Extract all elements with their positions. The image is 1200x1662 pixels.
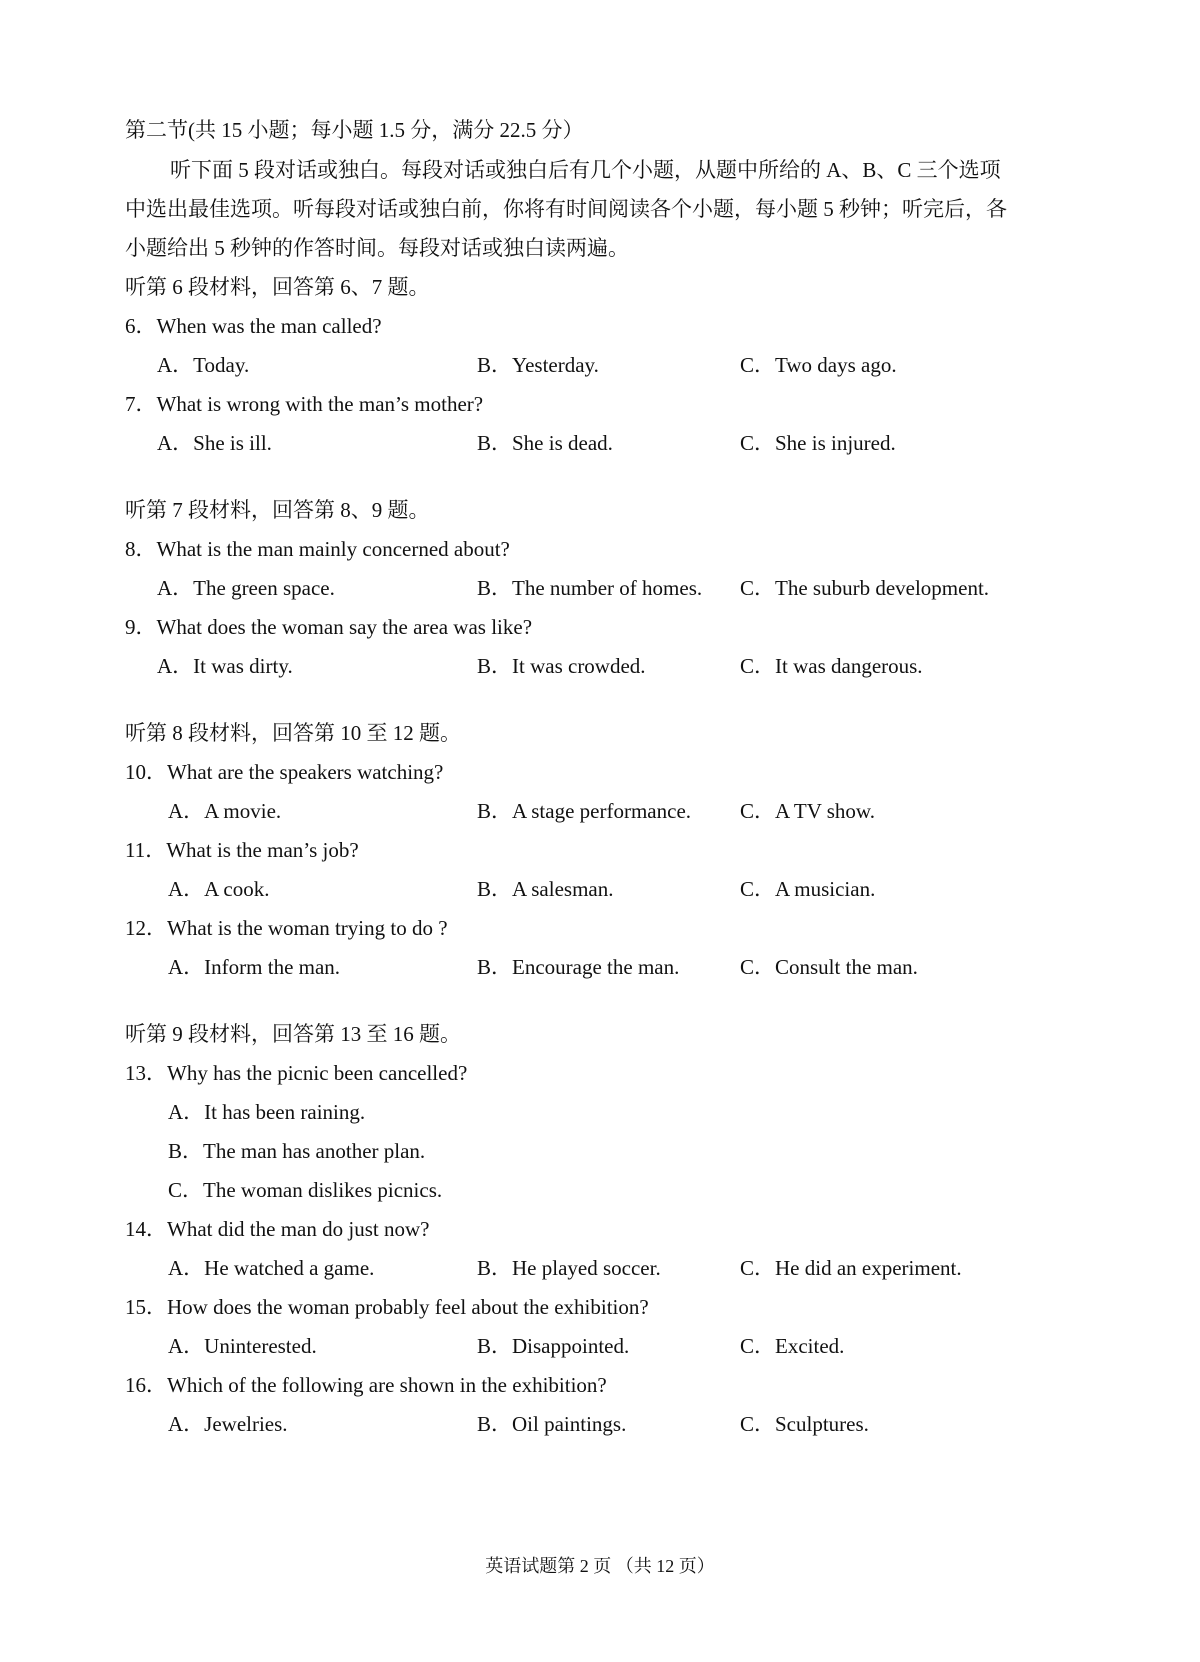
instructions-line-1: 听下面 5 段对话或独白。每段对话或独白后有几个小题，从题中所给的 A、B、C 三个选项 bbox=[170, 158, 1001, 182]
page-footer: 英语试题第 2 页 （共 12 页） bbox=[485, 1556, 715, 1576]
question-8 bbox=[125, 534, 510, 564]
question-7 bbox=[125, 389, 483, 419]
option-c: C．She is injured. bbox=[740, 431, 896, 455]
group-heading: 听第 9 段材料，回答第 13 至 16 题。 bbox=[125, 1022, 461, 1046]
option-c: C．A musician. bbox=[740, 877, 876, 901]
option-b: B．A salesman. bbox=[477, 877, 614, 901]
question-text: What is wrong with the man’s mother? bbox=[156, 392, 484, 416]
option-b: B．She is dead. bbox=[477, 431, 613, 455]
option-b: B．A stage performance. bbox=[477, 799, 692, 823]
question-6 bbox=[125, 311, 382, 341]
question-number: 11． bbox=[125, 838, 167, 862]
question-text: How does the woman probably feel about the exhibition? bbox=[167, 1295, 649, 1319]
option-c: C．Sculptures. bbox=[740, 1412, 869, 1436]
question-11 bbox=[125, 835, 359, 865]
section-title: 第二节(共 15 小题；每小题 1.5 分，满分 22.5 分） bbox=[125, 118, 584, 142]
option-c: C．The woman dislikes picnics. bbox=[168, 1178, 443, 1202]
question-16 bbox=[125, 1370, 607, 1400]
question-13 bbox=[125, 1058, 467, 1088]
question-number: 8． bbox=[125, 537, 157, 561]
question-number: 6． bbox=[125, 314, 157, 338]
instructions-line-3: 小题给出 5 秒钟的作答时间。每段对话或独白读两遍。 bbox=[125, 236, 629, 260]
option-a: A．It was dirty. bbox=[157, 654, 293, 678]
option-a: A．The green space. bbox=[157, 576, 335, 600]
option-a: A．Today. bbox=[157, 353, 250, 377]
question-number: 16． bbox=[125, 1373, 167, 1397]
question-text: What is the woman trying to do ? bbox=[167, 916, 448, 940]
option-a: A．A cook. bbox=[168, 877, 270, 901]
option-c: C．The suburb development. bbox=[740, 576, 990, 600]
question-text: What are the speakers watching? bbox=[167, 760, 444, 784]
option-c: C．Consult the man. bbox=[740, 955, 918, 979]
question-number: 12． bbox=[125, 916, 167, 940]
question-9 bbox=[125, 612, 532, 642]
question-15 bbox=[125, 1292, 649, 1322]
group-heading: 听第 7 段材料，回答第 8、9 题。 bbox=[125, 498, 430, 522]
question-12 bbox=[125, 913, 448, 943]
question-text: When was the man called? bbox=[156, 314, 382, 338]
question-text: Which of the following are shown in the exhibition? bbox=[167, 1373, 607, 1397]
question-10 bbox=[125, 757, 443, 787]
option-a: A．She is ill. bbox=[157, 431, 272, 455]
question-text: What does the woman say the area was like? bbox=[156, 615, 533, 639]
option-c: C．Two days ago. bbox=[740, 353, 897, 377]
option-a: A．A movie. bbox=[168, 799, 282, 823]
question-number: 10． bbox=[125, 760, 167, 784]
question-number: 9． bbox=[125, 615, 157, 639]
option-b: B．The number of homes. bbox=[477, 576, 703, 600]
option-b: B．It was crowded. bbox=[477, 654, 646, 678]
option-b: B．Disappointed. bbox=[477, 1334, 630, 1358]
option-a: A．Inform the man. bbox=[168, 955, 341, 979]
question-text: Why has the picnic been cancelled? bbox=[167, 1061, 468, 1085]
option-c: C．It was dangerous. bbox=[740, 654, 923, 678]
question-number: 14． bbox=[125, 1217, 167, 1241]
option-c: C．He did an experiment. bbox=[740, 1256, 962, 1280]
group-heading: 听第 8 段材料，回答第 10 至 12 题。 bbox=[125, 721, 461, 745]
question-number: 13． bbox=[125, 1061, 167, 1085]
option-b: B．Oil paintings. bbox=[477, 1412, 627, 1436]
option-a: A．Uninterested. bbox=[168, 1334, 317, 1358]
option-b: B．He played soccer. bbox=[477, 1256, 661, 1280]
option-a: A．It has been raining. bbox=[168, 1100, 366, 1124]
question-text: What is the man mainly concerned about? bbox=[156, 537, 510, 561]
question-number: 15． bbox=[125, 1295, 167, 1319]
option-c: C．A TV show. bbox=[740, 799, 875, 823]
option-b: B．Encourage the man. bbox=[477, 955, 680, 979]
option-b: B．Yesterday. bbox=[477, 353, 599, 377]
option-b: B．The man has another plan. bbox=[168, 1139, 426, 1163]
question-text: What did the man do just now? bbox=[167, 1217, 430, 1241]
option-c: C．Excited. bbox=[740, 1334, 845, 1358]
instructions-line-2: 中选出最佳选项。听每段对话或独白前，你将有时间阅读各个小题，每小题 5 秒钟；听完后，各 bbox=[125, 197, 1007, 221]
question-number: 7． bbox=[125, 392, 157, 416]
option-a: A．He watched a game. bbox=[168, 1256, 375, 1280]
question-text: What is the man’s job? bbox=[166, 838, 359, 862]
group-heading: 听第 6 段材料，回答第 6、7 题。 bbox=[125, 275, 430, 299]
option-a: A．Jewelries. bbox=[168, 1412, 288, 1436]
question-14 bbox=[125, 1214, 429, 1244]
